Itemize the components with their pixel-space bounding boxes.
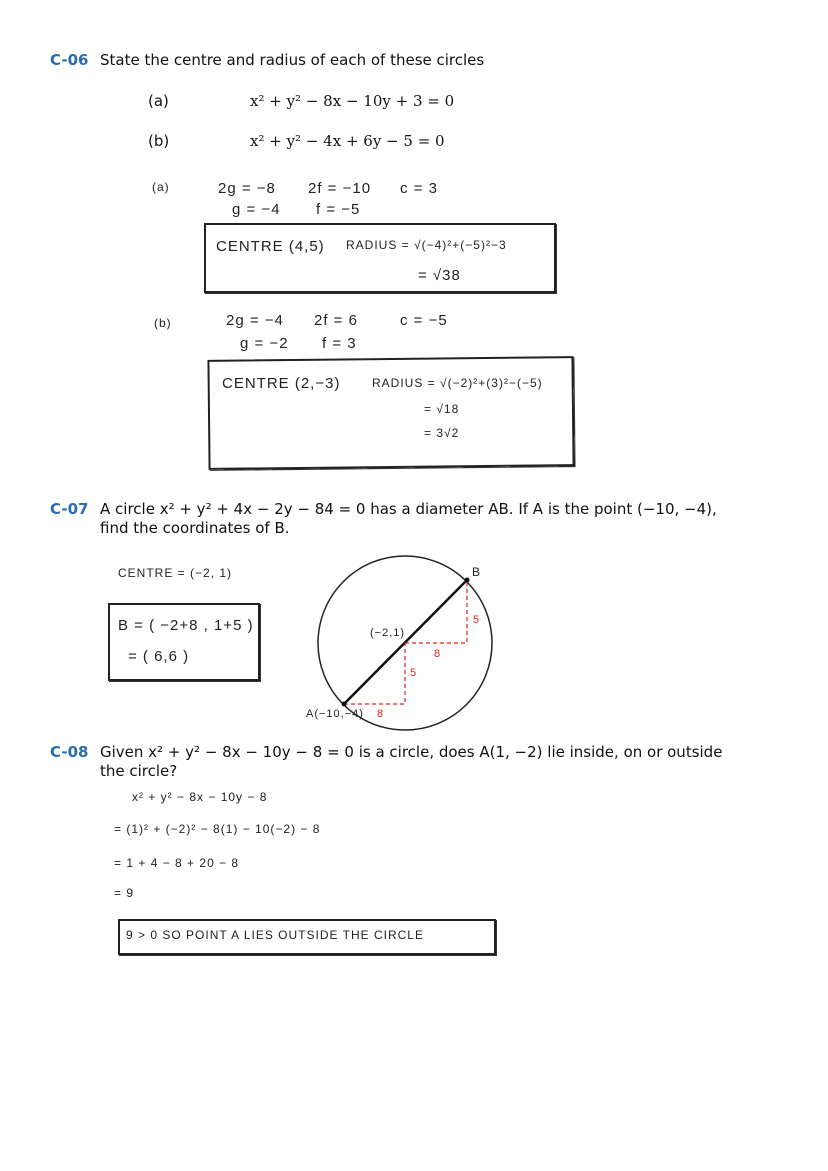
working: 2f = 6 xyxy=(314,312,358,329)
radius-answer: = √38 xyxy=(418,267,461,284)
working: 2g = −4 xyxy=(226,312,284,329)
answer-label: (b) xyxy=(154,316,172,330)
dx-label: 8 xyxy=(377,708,384,720)
working-line: = 9 xyxy=(114,886,135,900)
working: c = 3 xyxy=(400,180,438,197)
working: 2f = −10 xyxy=(308,180,372,197)
part-label: (a) xyxy=(148,92,169,110)
working: c = −5 xyxy=(400,312,448,329)
radius-working: RADIUS = √(−4)²+(−5)²−3 xyxy=(346,238,507,252)
working-line: = (1)² + (−2)² − 8(1) − 10(−2) − 8 xyxy=(114,822,321,836)
question-text: find the coordinates of B. xyxy=(100,519,290,537)
question-text: the circle? xyxy=(100,762,178,780)
working: 2g = −8 xyxy=(218,180,276,197)
centre-working: CENTRE = (−2, 1) xyxy=(118,566,233,580)
question-number: C-07 xyxy=(50,500,89,518)
equation: x² + y² − 8x − 10y + 3 = 0 xyxy=(250,92,455,110)
dy-label: 5 xyxy=(473,614,480,626)
radius-working: RADIUS = √(−2)²+(3)²−(−5) xyxy=(372,376,543,390)
question-text: Given x² + y² − 8x − 10y − 8 = 0 is a circle, does A(1, −2) lie inside, on or outside xyxy=(100,743,723,761)
question-text: A circle x² + y² + 4x − 2y − 84 = 0 has a diameter AB. If A is the point (−10, −4), xyxy=(100,500,717,518)
working: g = −2 xyxy=(240,335,289,352)
dy-label: 5 xyxy=(410,667,417,679)
question-number: C-06 xyxy=(50,51,89,69)
centre-answer: CENTRE (2,−3) xyxy=(222,375,341,392)
equation: x² + y² − 4x + 6y − 5 = 0 xyxy=(250,132,445,150)
b-answer: = ( 6,6 ) xyxy=(128,648,190,665)
working: g = −4 xyxy=(232,201,281,218)
point-b xyxy=(465,578,470,583)
b-label: B xyxy=(472,565,482,579)
working: f = 3 xyxy=(322,335,357,352)
point-a xyxy=(342,702,347,707)
working-line: = 1 + 4 − 8 + 20 − 8 xyxy=(114,856,240,870)
question-number: C-08 xyxy=(50,743,89,761)
centre-answer: CENTRE (4,5) xyxy=(216,238,325,255)
dx-label: 8 xyxy=(434,648,441,660)
centre-label: (−2,1) xyxy=(370,627,406,639)
question-text: State the centre and radius of each of these circles xyxy=(100,51,485,69)
b-working: B = ( −2+8 , 1+5 ) xyxy=(118,617,254,634)
conclusion: 9 > 0 SO POINT A LIES OUTSIDE THE CIRCLE xyxy=(126,928,424,942)
a-label: A(−10,−4) xyxy=(306,708,364,720)
working: f = −5 xyxy=(316,201,361,218)
answer-label: (a) xyxy=(152,180,170,194)
radius-answer: = 3√2 xyxy=(424,426,460,440)
radius-answer: = √18 xyxy=(424,402,460,416)
working-line: x² + y² − 8x − 10y − 8 xyxy=(132,790,268,804)
part-label: (b) xyxy=(148,132,170,150)
